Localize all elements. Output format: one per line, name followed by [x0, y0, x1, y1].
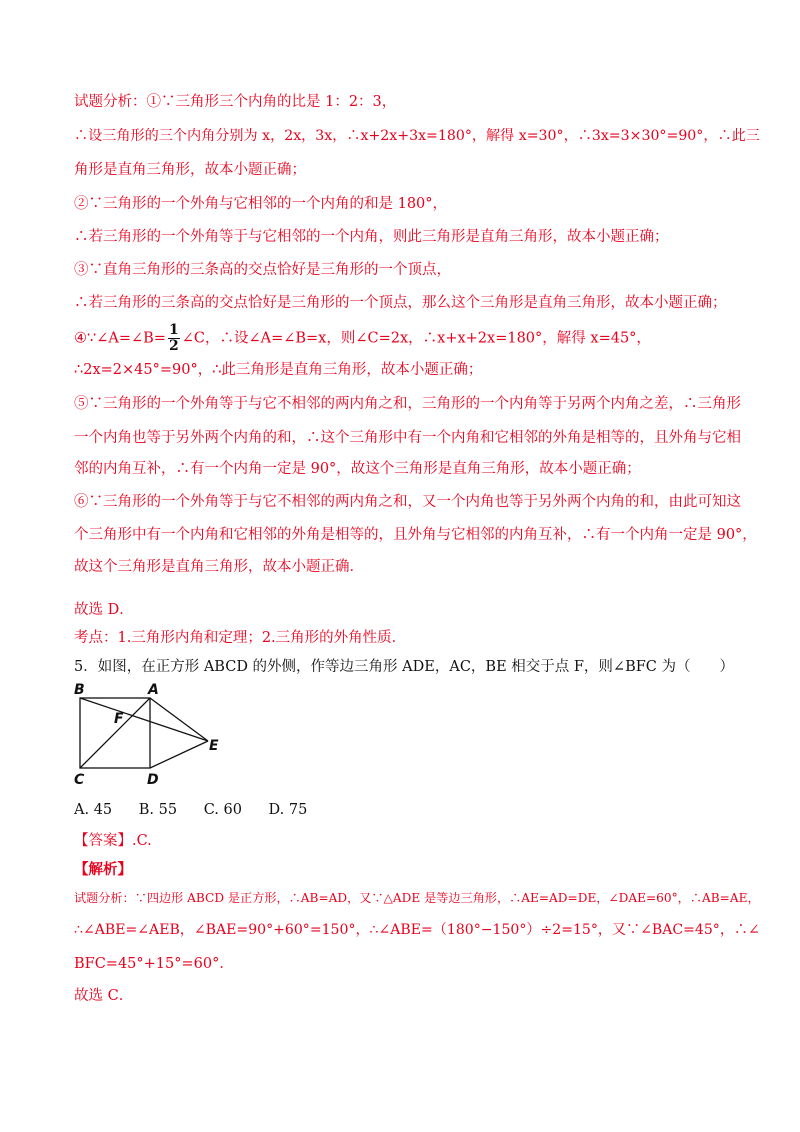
label-a: A: [148, 682, 159, 698]
jiexi-title: 【解析】: [74, 861, 132, 878]
geometry-figure: [70, 680, 260, 790]
options-row: [74, 800, 329, 820]
question-5-stem: 5．如图，在正方形 ABCD 的外侧，作等边三角形 ADE，AC，BE 相交于点 F，则∠BFC 为（ ）: [74, 659, 735, 675]
line8-suffix: ∠C，∴设∠A=∠B=x，则∠C=2x，∴x+x+2x=180°，解得 x=45°，: [181, 330, 651, 347]
fraction-numerator: 1: [168, 322, 179, 338]
analysis-line-14: 个三角形中有一个内角和它相邻的外角是相等的，且外角与它相邻的内角互补，∴有一个内角一定是 90°，: [74, 527, 757, 543]
solution-line-2: ∴∠ABE=∠AEB，∠BAE=90°+60°=150°，∴∠ABE=（180°−150°）÷2=15°，又∵∠BAC=45°，∴∠: [74, 922, 760, 938]
analysis-line-15: 故这个三角形是直角三角形，故本小题正确．: [74, 559, 364, 575]
line8-prefix: ④∵∠A=∠B=: [74, 330, 166, 347]
answer-line: 【答案】.C.: [74, 833, 152, 849]
solution-line-3: BFC=45°+15°=60°．: [74, 956, 234, 972]
choice-line: 故选 D．: [74, 602, 134, 618]
analysis-line-8: [74, 323, 651, 354]
analysis-line-7: ∴若三角形的三条高的交点恰好是三角形的一个顶点，那么这个三角形是直角三角形，故本小题正确；: [74, 295, 727, 311]
label-c: C: [74, 772, 85, 788]
analysis-line-5: ∴若三角形的一个外角等于与它相邻的一个内角，则此三角形是直角三角形，故本小题正确；: [74, 229, 669, 245]
solution-line-1: 试题分析：∵四边形 ABCD 是正方形，∴AB=AD，又∵△ADE 是等边三角形，∴AE=AD=DE，∠DAE=60°，∴AB=AE，: [74, 891, 760, 905]
option-d: D. 75: [268, 802, 308, 818]
analysis-line-4: ②∵三角形的一个外角与它相邻的一个内角的和是 180°，: [74, 196, 448, 212]
kaodian-line: 考点：1.三角形内角和定理；2.三角形的外角性质．: [74, 630, 407, 646]
label-e: E: [209, 738, 219, 754]
analysis-line-13: ⑥∵三角形的一个外角等于与它不相邻的两内角之和，又一个内角也等于另外两个内角的和，由此可知这: [74, 494, 741, 510]
diagonal-ac: [80, 698, 150, 768]
option-b: B. 55: [138, 802, 178, 818]
fraction-one-half: [168, 323, 180, 354]
segment-ae: [150, 698, 208, 741]
analysis-line-10: ⑤∵三角形的一个外角等于与它不相邻的两内角之和，三角形的一个内角等于另两个内角之差，∴三角形: [74, 396, 741, 412]
segment-de: [150, 741, 208, 768]
label-b: B: [74, 682, 85, 698]
analysis-line-1: 试题分析：①∵三角形三个内角的比是 1：2：3，: [74, 94, 397, 110]
analysis-line-11: 一个内角也等于另外两个内角的和，∴这个三角形中有一个内角和它相邻的外角是相等的，且外角与它相: [74, 430, 741, 446]
fraction-denominator: 2: [168, 338, 179, 354]
label-f: F: [114, 711, 124, 727]
option-a: A. 45: [74, 802, 113, 818]
solution-line-4: 故选 C．: [74, 988, 134, 1004]
analysis-line-6: ③∵直角三角形的三条高的交点恰好是三角形的一个顶点，: [74, 262, 451, 278]
label-d: D: [147, 772, 159, 788]
analysis-line-12: 邻的内角互补，∴有一个内角一定是 90°，故这个三角形是直角三角形，故本小题正确；: [74, 461, 641, 477]
analysis-line-3: 角形是直角三角形，故本小题正确；: [74, 162, 306, 178]
analysis-line-9: ∴2x=2×45°=90°，∴此三角形是直角三角形，故本小题正确；: [74, 362, 483, 378]
option-c: C. 60: [203, 802, 242, 818]
analysis-line-2: ∴设三角形的三个内角分别为 x，2x，3x，∴x+2x+3x=180°，解得 x=30°，∴3x=3×30°=90°，∴此三: [74, 128, 760, 144]
